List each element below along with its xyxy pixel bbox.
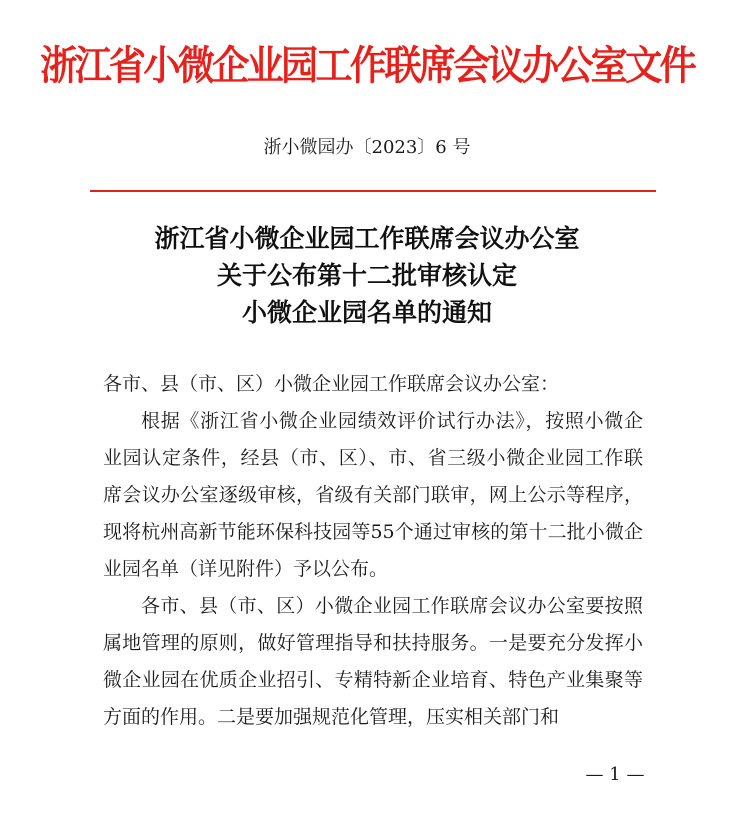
document-number: 浙小微园办〔2023〕6 号 [263,137,471,158]
title-line-2: 关于公布第十二批审核认定 [216,261,517,290]
document-body [103,366,643,736]
body-paragraph-2: 各市、县（市、区）小微企业园工作联席会议办公室要按照属地管理的原则，做好管理指导和扶持服务。一是要充分发挥小微企业园在优质企业招引、专精特新企业培育、特色产业集聚等方面的作用。二是要加强规范化管理，压实相关部门和 [103,595,643,728]
salutation: 各市、县（市、区）小微企业园工作联席会议办公室： [103,373,560,395]
body-paragraph-1: 根据《浙江省小微企业园绩效评价试行办法》，按照小微企业园认定条件，经县（市、区）、市、省三级小微企业园工作联席会议办公室逐级审核，省级有关部门联审，网上公示等程序，现将杭州高新节能环保科技园等55个通过审核的第十二批小微企业园名单（详见附件）予以公布。 [103,410,643,580]
red-separator-line [90,190,656,192]
title-line-1: 浙江省小微企业园工作联席会议办公室 [154,224,580,253]
document-title [0,220,734,331]
document-masthead: 浙江省小微企业园工作联席会议办公室文件 [40,42,694,89]
title-line-3: 小微企业园名单的通知 [241,298,492,327]
page-number: — 1 — [585,764,645,785]
